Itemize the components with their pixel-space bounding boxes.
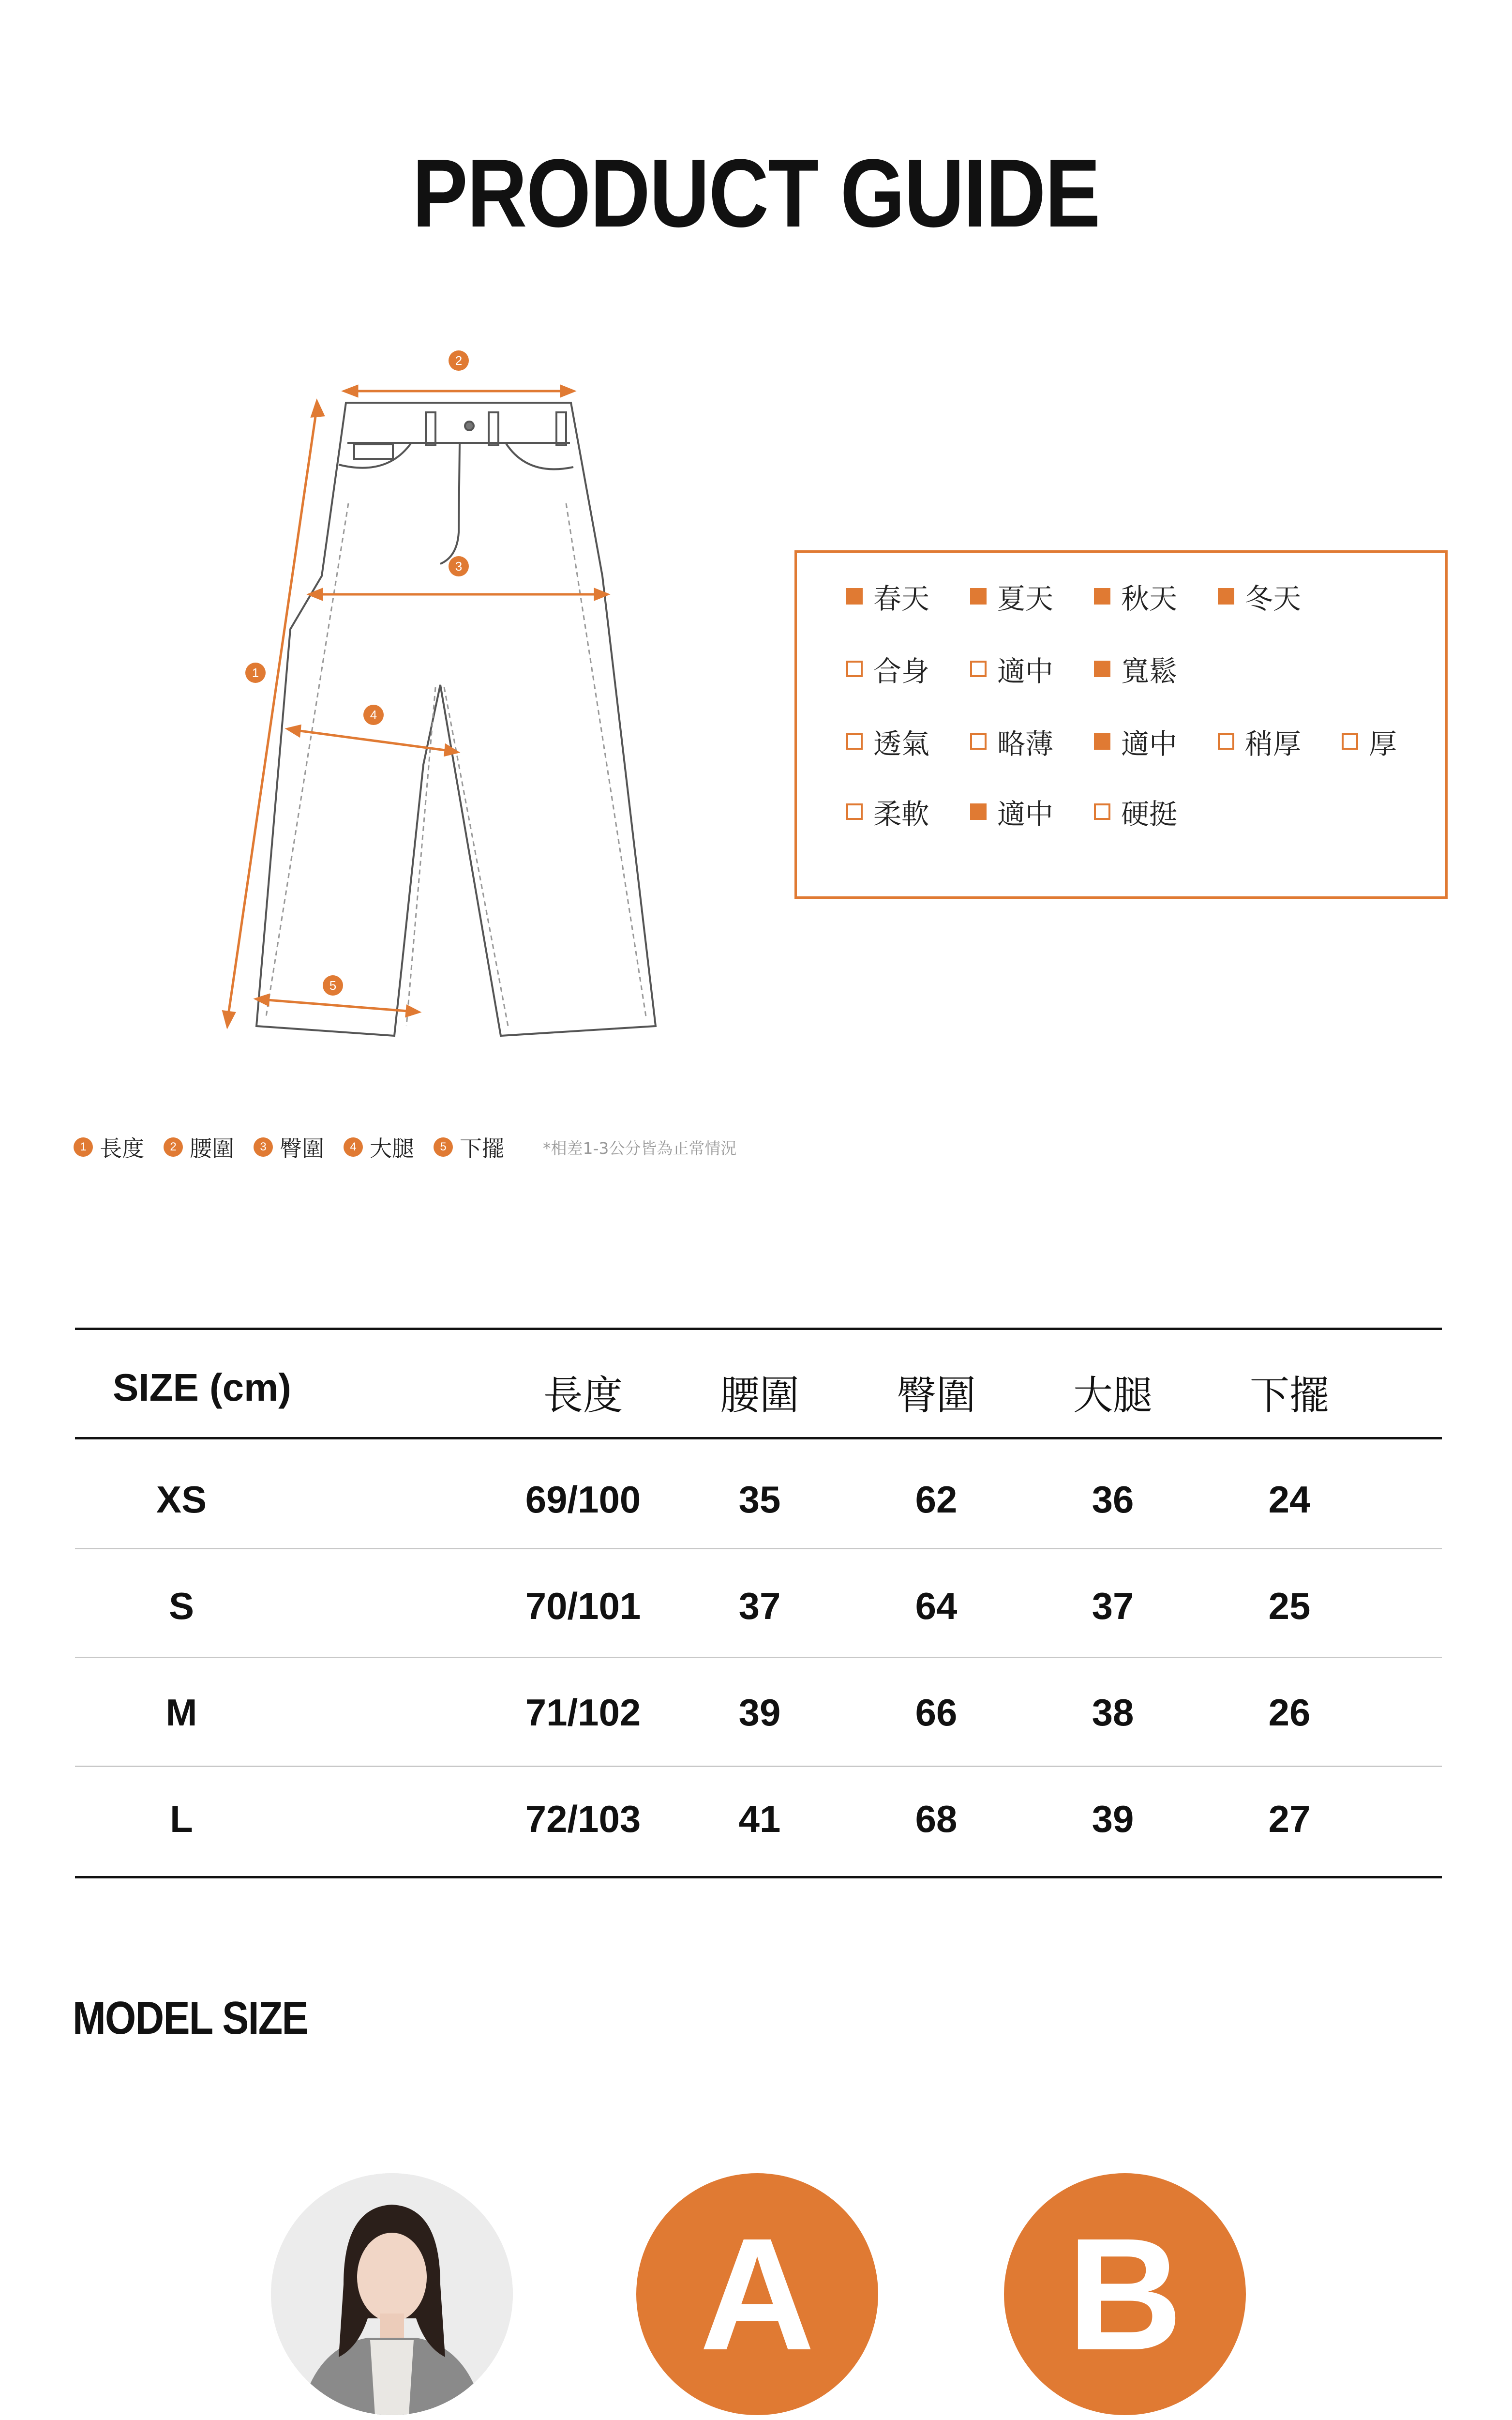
table-header-size: SIZE (cm)	[113, 1366, 291, 1409]
table-header-rule	[75, 1437, 1442, 1439]
table-cell: 36	[1092, 1478, 1134, 1521]
measure-waist-head-left	[344, 386, 357, 396]
attr-autumn: 秋天	[1094, 577, 1177, 616]
table-top-rule	[75, 1328, 1442, 1330]
unchecked-square-icon	[970, 661, 987, 677]
checked-square-icon	[970, 588, 987, 605]
table-row-size: XS	[156, 1478, 207, 1521]
measure-hip-head-left	[310, 590, 322, 599]
portrait-inner	[370, 2340, 414, 2415]
legend-length: 1 長度	[74, 1131, 144, 1163]
marker-badge: 1	[74, 1137, 93, 1157]
checked-square-icon	[846, 588, 863, 605]
attr-summer: 夏天	[970, 577, 1053, 616]
table-cell: 66	[915, 1691, 958, 1734]
table-header-hem: 下擺	[1249, 1373, 1329, 1419]
table-cell: 37	[1092, 1585, 1134, 1627]
attr-fit-slim: 合身	[846, 650, 929, 688]
belt-loop-right	[489, 412, 498, 445]
attr-slightly-thick: 稍厚	[1218, 722, 1301, 761]
table-header-length: 長度	[543, 1373, 623, 1419]
table-row-divider	[75, 1766, 1442, 1767]
checked-square-icon	[970, 803, 987, 820]
measure-lines	[224, 386, 607, 1026]
table-cell: 69/100	[525, 1478, 641, 1521]
model-size-title: MODEL SIZE	[73, 1992, 308, 2044]
measure-waist-head-right	[561, 386, 573, 396]
belt-loop-left	[426, 412, 435, 445]
model-portrait	[271, 2173, 513, 2415]
unchecked-square-icon	[846, 733, 863, 750]
table-row-size: M	[165, 1691, 197, 1734]
table-cell: 68	[915, 1798, 958, 1840]
model-avatar-b: B	[1004, 2173, 1246, 2415]
table-row-size: S	[168, 1585, 195, 1627]
unchecked-square-icon	[1094, 803, 1110, 820]
legend-waist: 2 腰圍	[164, 1131, 234, 1163]
attr-soft: 柔軟	[846, 792, 929, 831]
legend-hem: 5 下擺	[434, 1131, 504, 1163]
checked-square-icon	[1094, 588, 1110, 605]
attr-fit-regular: 適中	[970, 650, 1053, 688]
table-cell: 72/103	[525, 1798, 641, 1840]
pants-diagram	[0, 0, 677, 1065]
belt-loop-back	[556, 412, 566, 445]
table-cell: 37	[738, 1585, 781, 1627]
legend-thigh: 4 大腿	[344, 1131, 414, 1163]
table-cell: 35	[738, 1478, 781, 1521]
table-row-divider	[75, 1657, 1442, 1658]
attr-winter: 冬天	[1218, 577, 1301, 616]
marker-2: 2	[455, 353, 463, 368]
attr-thin: 略薄	[970, 722, 1053, 761]
attribute-box	[794, 550, 1448, 899]
button	[465, 422, 474, 430]
stitch-3	[406, 687, 435, 1026]
attr-stiff: 硬挺	[1094, 792, 1177, 831]
table-row-divider	[75, 1548, 1442, 1549]
table-header-waist: 腰圍	[719, 1373, 799, 1419]
table-cell: 39	[738, 1691, 781, 1734]
unchecked-square-icon	[1218, 733, 1234, 750]
table-cell: 27	[1268, 1798, 1311, 1840]
marker-badge: 4	[344, 1137, 363, 1157]
marker-3: 3	[455, 559, 463, 574]
table-cell: 41	[738, 1798, 781, 1840]
table-cell: 38	[1092, 1691, 1134, 1734]
checked-square-icon	[1218, 588, 1234, 605]
attr-spring: 春天	[846, 577, 929, 616]
model-avatar-a: A	[636, 2173, 878, 2415]
pants-outline-path	[256, 403, 656, 1036]
attr-fit-loose: 寬鬆	[1094, 650, 1177, 688]
pants-stitching	[266, 503, 646, 1026]
fly-line	[440, 443, 460, 564]
measure-hem-head-right	[406, 1006, 419, 1016]
measure-length	[227, 407, 317, 1021]
table-cell: 25	[1268, 1585, 1311, 1627]
coin-pocket	[354, 444, 393, 459]
table-cell: 62	[915, 1478, 958, 1521]
checked-square-icon	[1094, 661, 1110, 677]
unchecked-square-icon	[846, 803, 863, 820]
stitch-2	[566, 503, 646, 1016]
table-header-hip: 臀圍	[896, 1373, 976, 1419]
stitch-4	[444, 687, 508, 1026]
table-cell: 24	[1268, 1478, 1311, 1521]
page-title: PRODUCT GUIDE	[412, 139, 1100, 247]
table-cell: 71/102	[525, 1691, 641, 1734]
attr-thick: 厚	[1342, 722, 1397, 761]
pants-outline	[256, 403, 656, 1036]
unchecked-square-icon	[1342, 733, 1358, 750]
attr-medium: 適中	[1094, 722, 1177, 761]
unchecked-square-icon	[846, 661, 863, 677]
portrait-face	[357, 2233, 427, 2322]
marker-badge: 3	[254, 1137, 273, 1157]
marker-badge: 2	[164, 1137, 183, 1157]
table-cell: 70/101	[525, 1585, 641, 1627]
checked-square-icon	[1094, 733, 1110, 750]
left-pocket	[339, 443, 411, 468]
attr-texture-medium: 適中	[970, 792, 1053, 831]
legend-hip: 3 臀圍	[254, 1131, 324, 1163]
table-cell: 39	[1092, 1798, 1134, 1840]
portrait-neck	[380, 2314, 404, 2338]
marker-5: 5	[329, 978, 337, 993]
model-photo-pan	[271, 2173, 513, 2415]
attr-breathable: 透氣	[846, 722, 929, 761]
measure-legend	[74, 1130, 736, 1164]
table-cell: 26	[1268, 1691, 1311, 1734]
measure-thigh-head-left	[288, 726, 300, 736]
right-pocket	[506, 443, 573, 469]
table-row-size: L	[170, 1798, 193, 1840]
table-cell: 64	[915, 1585, 958, 1627]
measure-hem	[261, 999, 414, 1012]
table-bottom-rule	[75, 1876, 1442, 1878]
table-header-thigh: 大腿	[1073, 1373, 1153, 1419]
legend-note: *相差1-3公分皆為正常情況	[543, 1138, 737, 1158]
measure-length-head-top	[312, 402, 323, 416]
unchecked-square-icon	[970, 733, 987, 750]
measure-length-head-bottom	[224, 1012, 234, 1026]
marker-4: 4	[370, 708, 377, 722]
marker-badge: 5	[434, 1137, 453, 1157]
marker-1: 1	[252, 666, 259, 680]
